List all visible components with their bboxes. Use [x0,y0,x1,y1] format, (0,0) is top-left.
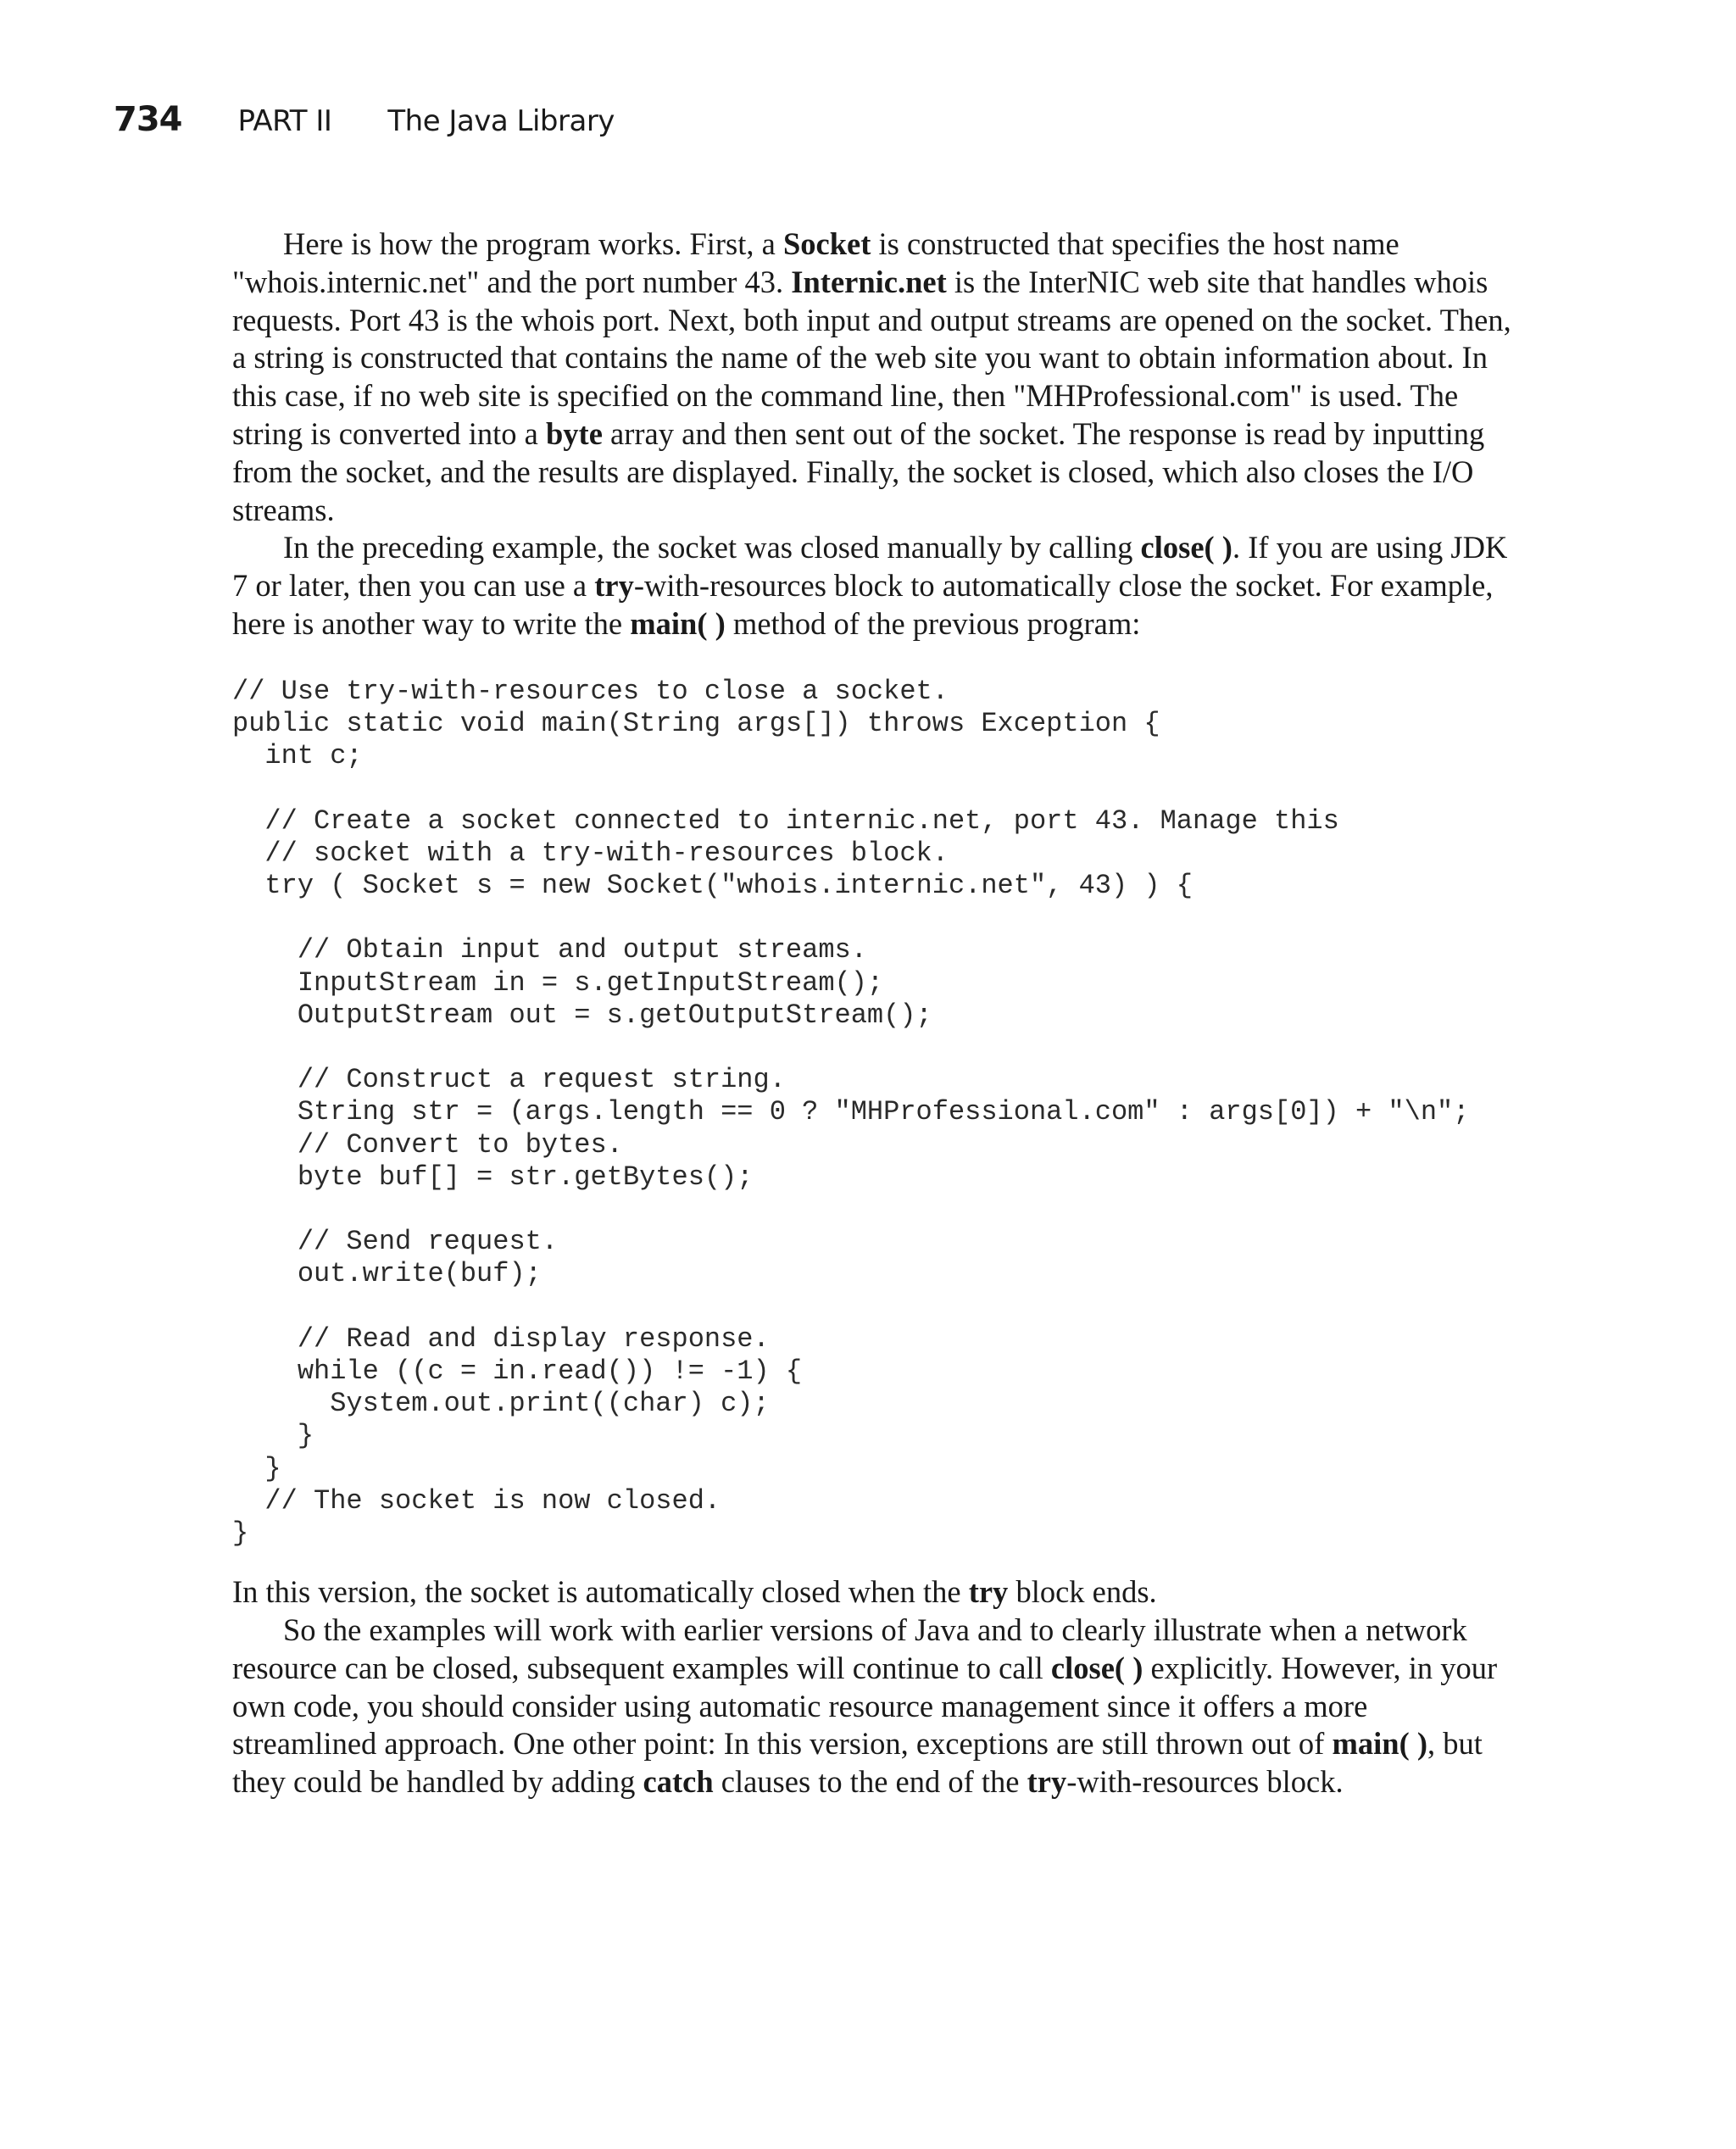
paragraph-try-with-resources-intro [232,529,1512,643]
text-run: In the preceding example, the socket was closed manually by calling [283,530,1141,565]
bold-term: catch [643,1764,714,1800]
text-run: Here is how the program works. First, a [283,226,783,261]
text-run: In this version, the socket is automatically closed when the [232,1574,969,1610]
running-header [114,100,615,151]
bold-term: main( ) [630,605,726,641]
text-run: So the examples will work with earlier versions of Java and to clearly illustrate when a network resource can be closed, subsequent examples will continue to call [232,1612,1467,1685]
part-label: PART II [237,104,332,138]
paragraph-auto-close [232,1573,1512,1612]
book-title: The Java Library [387,104,615,138]
bold-term: try [968,1574,1009,1610]
code-listing: // Use try-with-resources to close a socket. public static void main(String args[]) throws Exception { int c; // Create a socket connected to internic.net, port 43. Manage this // socket with a try-with-resources block. try ( Socket s = new Socket("whois.internic.net", 43) ) { // Obtain input and output streams. InputStream in = s.getInputStream(); OutputStream out = s.getOutputStream(); // Construct a request string. String str = (args.length == 0 ? "MHProfessional.com" : args[0]) + "\n"; // Convert to bytes. byte buf[] = str.getBytes(); // Send request. out.write(buf); // Read and display response. while ((c = in.read()) != -1) { System.out.print((char) c); } } // The socket is now closed. } [232,675,1470,1550]
text-run: -with-resources block. [1066,1764,1344,1800]
page-body [232,225,1512,1801]
text-run: , but they could be handled by adding [232,1726,1483,1800]
bold-term: try [594,568,634,604]
bold-term: close( ) [1140,530,1232,565]
text-run: array and then sent out of the socket. The response is read by inputting from the socket, and the results are displayed. Finally, the socket is closed, which also closes the I/O streams. [232,415,1485,527]
text-run: is constructed that specifies the host name "whois.internic.net" and the port number 43. [232,226,1399,299]
text-run: -with-resources block to automatically close the socket. For example, here is another way to write the [232,568,1494,641]
bold-term: Socket [782,226,871,261]
text-run: clauses to the end of the [713,1764,1027,1800]
text-run: explicitly. However, in your own code, you should consider using automatic resource management since it offers a more streamlined approach. One other point: In this version, exceptions are still thrown out of [232,1650,1498,1762]
paragraph-earlier-versions [232,1612,1512,1801]
text-run: . If you are using JDK 7 or later, then you can use a [232,530,1508,604]
bold-term: byte [546,415,603,451]
bold-term: close( ) [1050,1650,1143,1685]
text-run: is the InterNIC web site that handles whois requests. Port 43 is the whois port. Next, both input and output streams are opened on the socket. Then, a string is constructed that contains the name of the web site you want to obtain information about. In this case, if no web site is specified on the command line, then "MHProfessional.com" is used. The string is converted into a [232,264,1511,451]
text-run: block ends. [1008,1574,1157,1610]
text-run: method of the previous program: [725,605,1141,641]
bold-term: Internic.net [791,264,947,299]
paragraph-how-program-works [232,225,1512,529]
page-number: 734 [114,100,182,139]
bold-term: try [1027,1764,1067,1800]
bold-term: main( ) [1332,1726,1427,1762]
